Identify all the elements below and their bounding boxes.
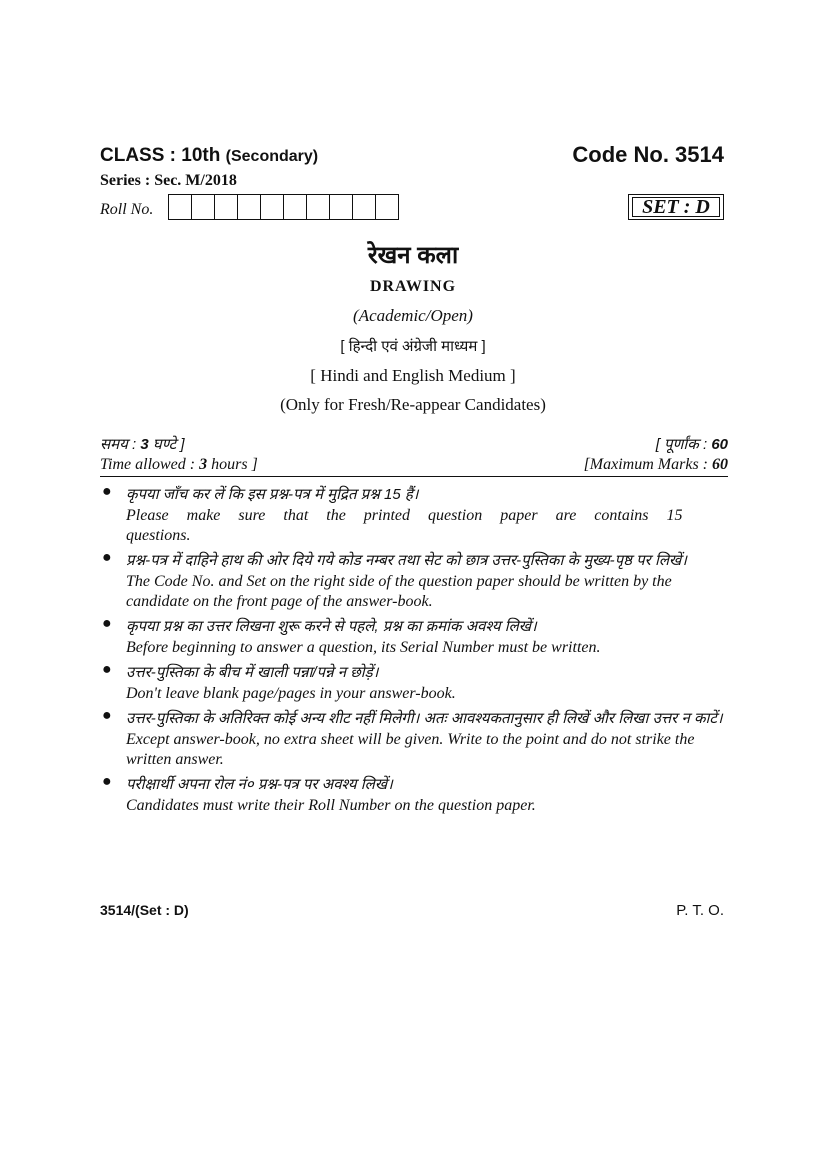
roll-number-label: Roll No. [100,201,154,218]
instruction-english: Before beginning to answer a question, its Serial Number must be written. [126,639,601,656]
roll-number-box[interactable] [192,195,215,219]
class-sub: (Secondary) [225,148,319,165]
time-english: Time allowed : 3 hours ] [100,456,258,473]
page-turn-label: P. T. O. [676,902,724,919]
instruction-english: Except answer-book, no extra sheet will be given. Write to the point and do not strike the written answer. [126,731,695,768]
roll-number-box[interactable] [169,195,192,219]
instruction-item [100,774,728,816]
instruction-hindi: उत्तर-पुस्तिका के अतिरिक्त कोई अन्य शीट नहीं मिलेगी। अतः आवश्यकतानुसार ही लिखें और लिखा उत्तर न काटें। [126,710,723,727]
class-heading [100,145,318,167]
medium-hindi: [ हिन्दी एवं अंग्रेजी माध्यम ] [340,338,486,355]
roll-number-boxes[interactable] [168,194,399,220]
roll-number-box[interactable] [353,195,376,219]
roll-number-box[interactable] [330,195,353,219]
roll-number-box[interactable] [284,195,307,219]
bullet-icon: ● [102,549,112,566]
set-label: SET : D [642,196,710,218]
academic-open-label: (Academic/Open) [353,306,473,325]
instruction-item [100,616,728,658]
instruction-hindi: उत्तर-पुस्तिका के बीच में खाली पन्ना/पन्ने न छोड़ें। [126,664,379,681]
instruction-hindi: कृपया प्रश्न का उत्तर लिखना शुरू करने से पहले, प्रश्न का क्रमांक अवश्य लिखें। [126,618,537,635]
instruction-english: Please make sure that the printed question paper are contains 15 questions. [126,507,683,544]
subject-title-hindi: रेखन कला [367,242,459,269]
candidates-note: (Only for Fresh/Re-appear Candidates) [280,395,546,414]
code-number: Code No. 3514 [572,142,724,167]
marks-hindi: [ पूर्णांक : 60 [655,436,728,453]
instruction-item [100,662,728,704]
instruction-item [100,550,728,612]
instruction-item [100,708,728,770]
instructions-list [100,484,728,820]
instruction-english: Candidates must write their Roll Number on the question paper. [126,797,536,814]
subject-title-english: DRAWING [369,278,457,295]
bullet-icon: ● [102,661,112,678]
set-box [628,194,724,220]
time-hindi: समय : 3 घण्टे ] [100,436,185,453]
roll-number-box[interactable] [261,195,284,219]
medium-english: [ Hindi and English Medium ] [310,366,516,385]
bullet-icon: ● [102,615,112,632]
roll-number-box[interactable] [238,195,261,219]
divider [100,476,728,477]
bullet-icon: ● [102,773,112,790]
roll-number-box[interactable] [215,195,238,219]
series-label: Series : Sec. M/2018 [100,172,237,189]
instruction-hindi: परीक्षार्थी अपना रोल नं० प्रश्न-पत्र पर अवश्य लिखें। [126,776,393,793]
bullet-icon: ● [102,483,112,500]
bullet-icon: ● [102,707,112,724]
roll-number-box[interactable] [376,195,399,219]
roll-number-box[interactable] [307,195,330,219]
class-label: CLASS : 10th [100,145,221,166]
instruction-item [100,484,728,546]
instruction-english: The Code No. and Set on the right side of the question paper should be written by the candidate on the front page of the answer-book. [126,573,672,610]
instruction-hindi: कृपया जाँच कर लें कि इस प्रश्न-पत्र में मुद्रित प्रश्न 15 हैं। [126,486,419,503]
footer-code: 3514/(Set : D) [100,902,189,918]
marks-english: [Maximum Marks : 60 [583,456,728,473]
instruction-english: Don't leave blank page/pages in your answer-book. [126,685,456,702]
instruction-hindi: प्रश्न-पत्र में दाहिने हाथ की ओर दिये गये कोड नम्बर तथा सेट को छात्र उत्तर-पुस्तिका के मुख्य-पृष्ठ पर लिखें। [126,552,687,569]
